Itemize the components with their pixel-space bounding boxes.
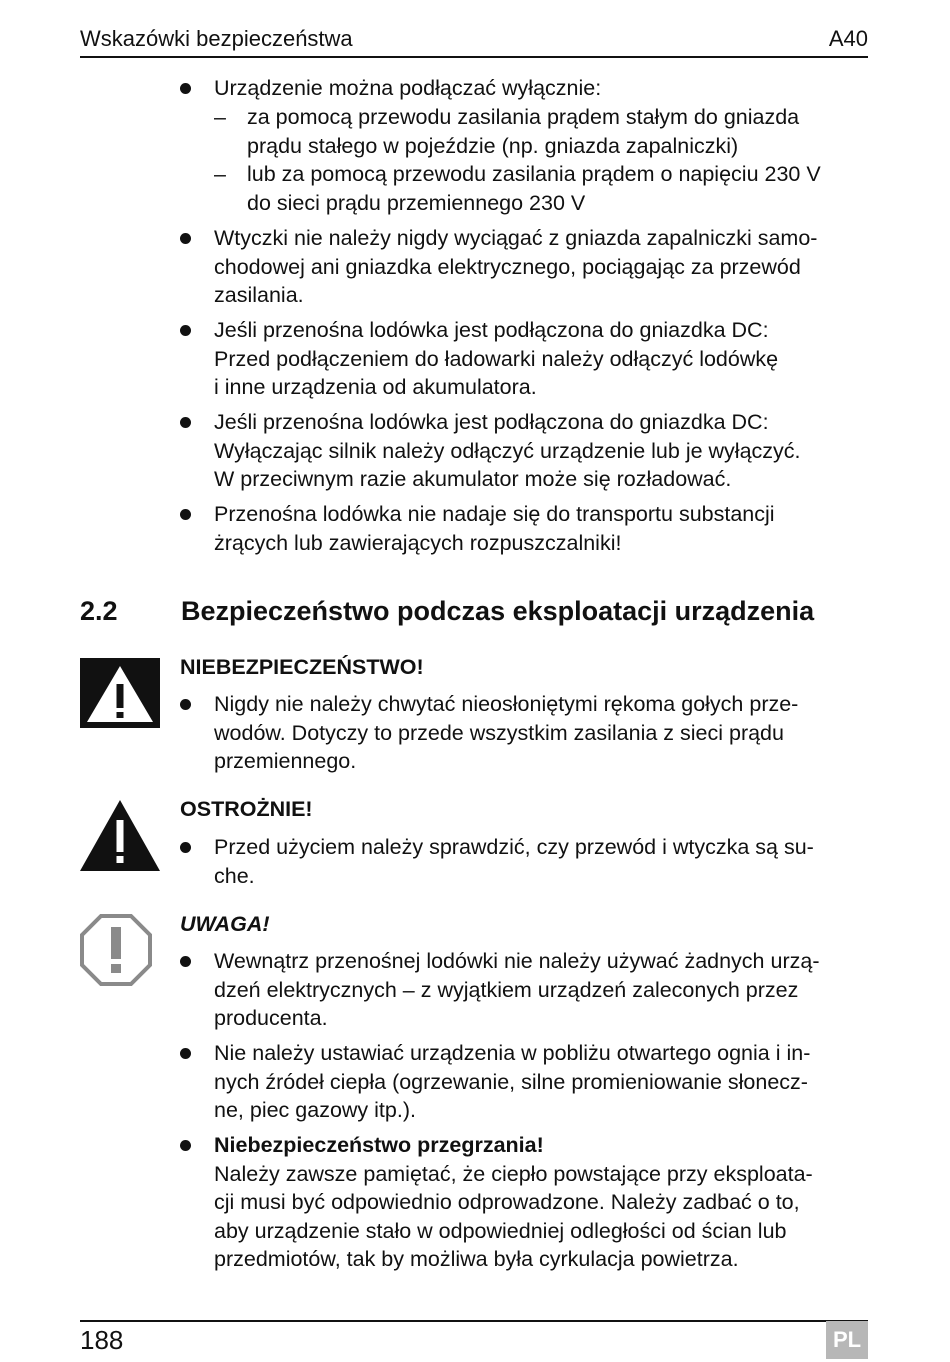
text-line: przedmiotów, tak by możliwa była cyrkulacja powietrza. (214, 1247, 739, 1272)
bullet-icon (180, 1048, 191, 1059)
page-header (80, 26, 868, 56)
bullet-icon (180, 699, 191, 710)
notice-item-1 (214, 947, 819, 1033)
text-line: Jeśli przenośna lodówka jest podłączona do gniazdka DC: (214, 318, 769, 342)
text-line: Wewnątrz przenośnej lodówki nie należy używać żadnych urzą- (214, 949, 820, 973)
footer-rule (80, 1320, 868, 1322)
dash-marker: – (214, 105, 226, 129)
text-line: Przed użyciem należy sprawdzić, czy przewód i wtyczka są su- (214, 835, 814, 859)
text-line: lub za pomocą przewodu zasilania prądem o napięciu 230 V (247, 162, 821, 186)
notice-item-2 (214, 1039, 810, 1125)
intro-item-3 (214, 316, 778, 402)
text-line: i inne urządzenia od akumulatora. (214, 375, 537, 400)
text-line: Nie należy ustawiać urządzenia w pobliżu otwartego ognia i in- (214, 1041, 811, 1065)
notice-item-3 (214, 1131, 813, 1274)
text-line: wodów. Dotyczy to przede wszystkim zasilania z sieci prądu (214, 720, 784, 745)
text-line: prądu stałego w pojeździe (np. gniazda zapalniczki) (247, 133, 739, 158)
text-line: Należy zawsze pamiętać, że ciepło powstające przy eksploata- (214, 1161, 813, 1186)
bullet-icon (180, 509, 191, 520)
text-line: Przed podłączeniem do ładowarki należy odłączyć lodówkę (214, 346, 779, 371)
header-model: A40 (828, 26, 868, 51)
intro-item-2 (214, 224, 817, 310)
dash-marker: – (214, 162, 226, 186)
notice-label: UWAGA! (180, 912, 270, 936)
text-line: W przeciwnym razie akumulator może się rozładować. (214, 467, 732, 492)
header-rule (80, 56, 868, 58)
text-line: przemiennego. (214, 749, 357, 774)
text-line: ne, piec gazowy itp.). (214, 1098, 416, 1123)
text-line: che. (214, 863, 255, 888)
text-line: Wtyczki nie należy nigdy wyciągać z gniazda zapalniczki samo- (214, 226, 818, 250)
bullet-icon (180, 842, 191, 853)
intro-item-1-sub-1 (247, 103, 799, 160)
header-section-title: Wskazówki bezpieczeństwa (80, 26, 353, 51)
danger-label: NIEBEZPIECZEŃSTWO! (180, 655, 424, 679)
text-line: Jeśli przenośna lodówka jest podłączona do gniazdka DC: (214, 410, 769, 434)
text-line: Wyłączając silnik należy odłączyć urządzenie lub je wyłączyć. (214, 438, 801, 463)
language-badge: PL (826, 1321, 868, 1359)
overheat-heading-text: Niebezpieczeństwo przegrzania! (214, 1133, 544, 1157)
bullet-icon (180, 417, 191, 428)
page-number: 188 (80, 1325, 124, 1355)
text-line: nych źródeł ciepła (ogrzewanie, silne promieniowanie słonecz- (214, 1069, 808, 1094)
intro-item-4 (214, 408, 801, 494)
notice-octagon-icon (80, 914, 152, 986)
bullet-icon (180, 233, 191, 244)
text-line: cji musi być odpowiednio odprowadzone. Należy zadbać o to, (214, 1190, 800, 1215)
text-line: Nigdy nie należy chwytać nieosłoniętymi rękoma gołych prze- (214, 692, 799, 716)
text-line: chodowej ani gniazdka elektrycznego, pociągając za przewód (214, 254, 801, 279)
overheat-heading (214, 1131, 813, 1160)
text-line: za pomocą przewodu zasilania prądem stałym do gniazda (247, 105, 800, 129)
text-line: aby urządzenie stało w odpowiedniej odległości od ścian lub (214, 1218, 787, 1243)
bullet-icon (180, 956, 191, 967)
intro-item-1-sub-2 (247, 160, 821, 217)
text-line: do sieci prądu przemiennego 230 V (247, 190, 586, 215)
danger-warning-icon (80, 658, 160, 728)
intro-item-5 (214, 500, 775, 557)
bullet-icon (180, 83, 191, 94)
bullet-icon (180, 1140, 191, 1151)
caution-triangle-icon (80, 800, 160, 871)
caution-item-1 (214, 833, 814, 890)
section-number: 2.2 (80, 596, 118, 626)
text-line: Przenośna lodówka nie nadaje się do transportu substancji (214, 502, 775, 526)
bullet-icon (180, 325, 191, 336)
text-line: zasilania. (214, 283, 304, 308)
section-title: Bezpieczeństwo podczas eksploatacji urządzenia (181, 596, 815, 626)
danger-item-1 (214, 690, 798, 776)
text-line: dzeń elektrycznych – z wyjątkiem urządzeń zaleconych przez (214, 977, 799, 1002)
text-line: żrących lub zawierających rozpuszczalniki! (214, 530, 622, 555)
intro-item-1-lead: Urządzenie można podłączać wyłącznie: (214, 76, 602, 100)
text-line: producenta. (214, 1006, 328, 1031)
caution-label: OSTROŻNIE! (180, 797, 313, 821)
